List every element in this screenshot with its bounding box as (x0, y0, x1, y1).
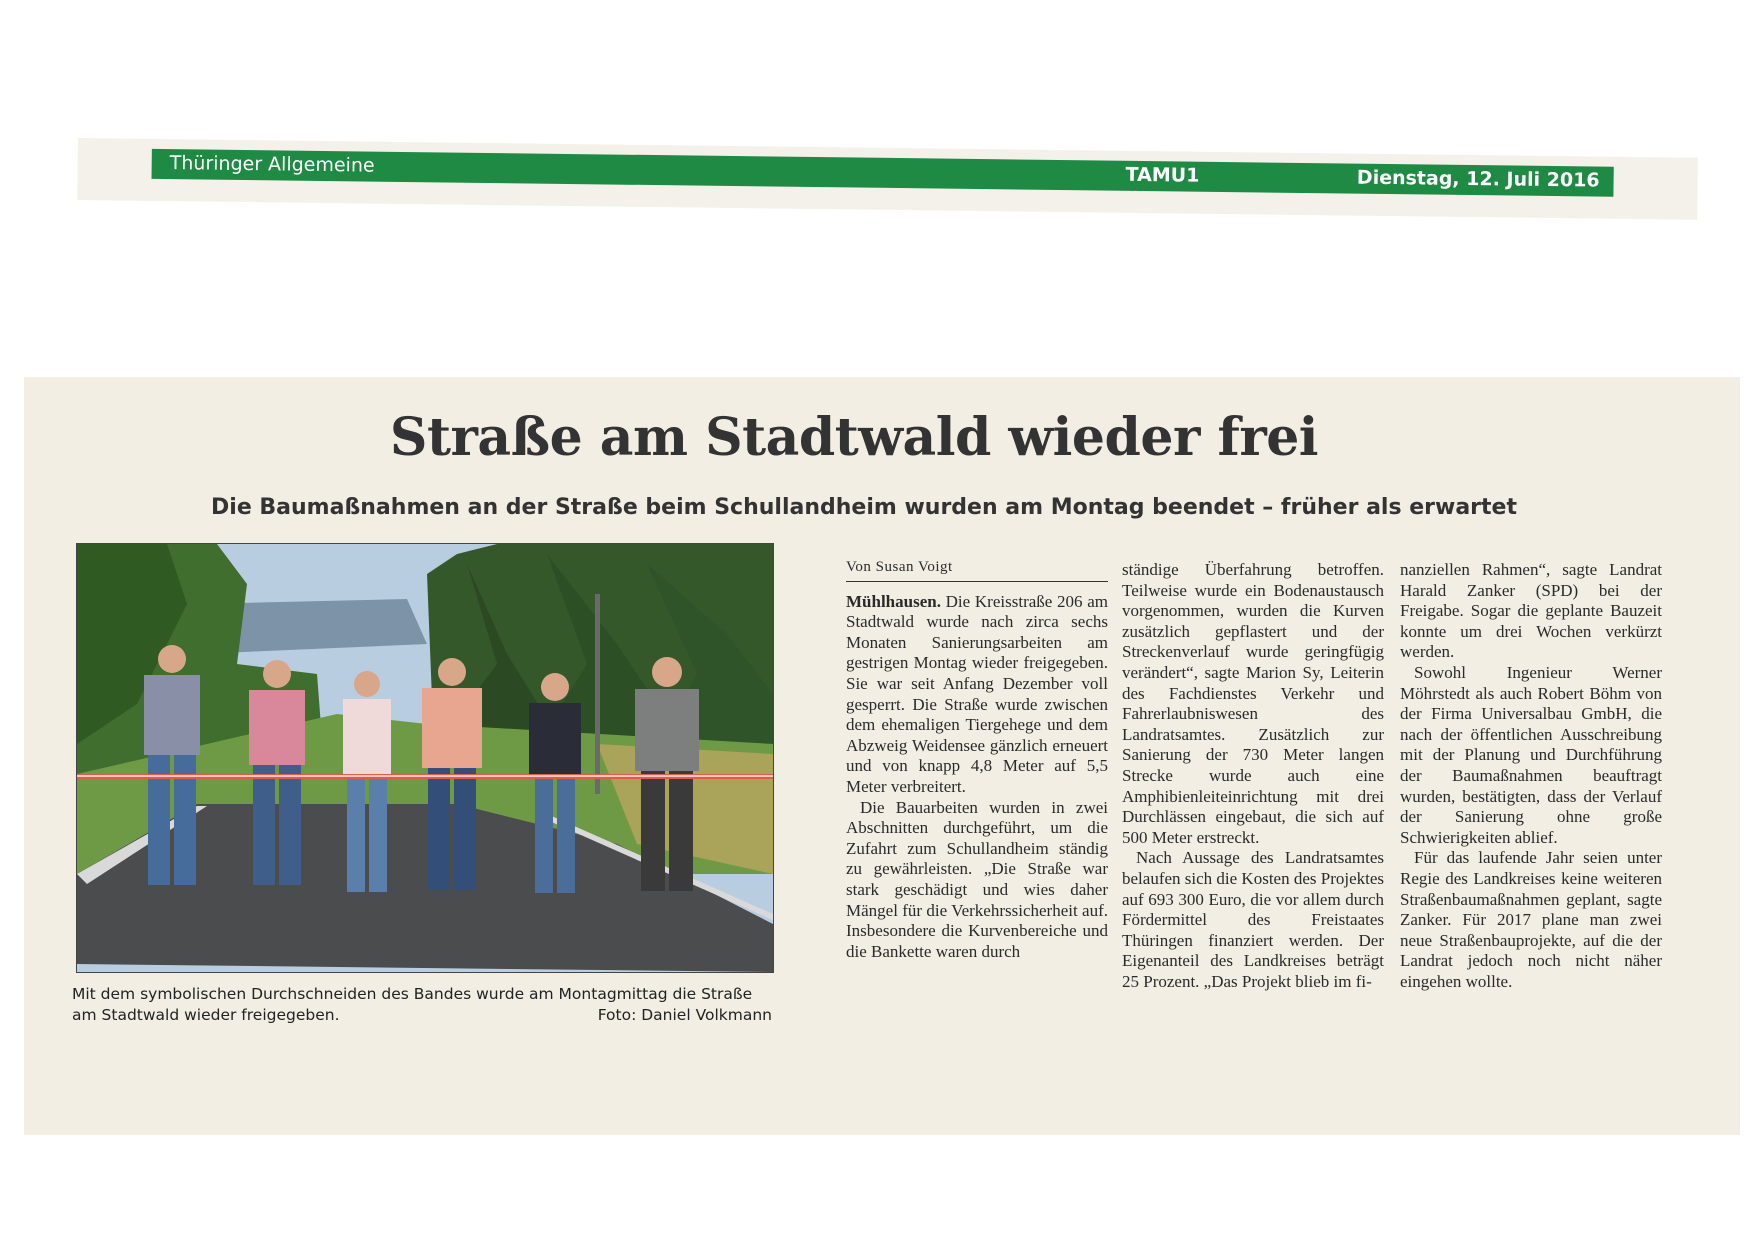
paper-name: Thüringer Allgemeine (169, 152, 375, 177)
paragraph: Für das laufende Jahr seien unter Regie des Landkreises keine weiteren Straßenbaumaßnahmen geplant, sagte Zanker. Für 2017 plane man zwei neue Straßenbauprojekte, auf die der Landrat jedoch noch nicht näher eingehen wollte. (1400, 848, 1662, 991)
article-column-3 (1400, 560, 1662, 992)
paragraph: Die Kreisstraße 206 am Stadtwald wurde nach zirca sechs Monaten Sanierungsarbeiten am gestrigen Montag wieder freigegeben. Sie war seit Anfang Dezember voll gesperrt. Die Straße wurde zwischen dem ehemaligen Tiergehege und dem Abzweig Weidensee gänzlich erneuert und von knapp 4,8 Meter auf 5,5 Meter verbreitert. (846, 591, 1108, 796)
article-clipping (24, 377, 1740, 1135)
paragraph: nanziellen Rahmen“, sagte Landrat Harald Zanker (SPD) bei der Freigabe. Sogar die geplante Bauzeit konnte um drei Wochen verkürzt werden. (1400, 560, 1662, 662)
byline: Von Susan Voigt (846, 557, 1108, 582)
newspaper-header-strip (77, 138, 1698, 220)
paragraph: Nach Aussage des Landratsamtes belaufen sich die Kosten des Projektes auf 693 300 Euro, die vor allem durch Fördermittel des Freistaates Thüringen finanziert werden. Der Eigenanteil des Landkreises beträgt 25 Prozent. „Das Projekt blieb im fi- (1122, 848, 1385, 991)
article-column-2 (1122, 560, 1384, 992)
photo-caption (72, 984, 772, 1026)
article-column-1 (846, 557, 1108, 962)
paragraph: Sowohl Ingenieur Werner Möhrstedt als auch Robert Böhm von der Firma Universalbau GmbH, die nach der öffentlichen Ausschreibung mit der Planung und Durchführung der Baumaßnahmen beauftragt wurden, bestätigten, dass der Verlauf der Sanierung ohne große Schwierigkeiten ablief. (1400, 662, 1662, 847)
header-bar (152, 149, 1614, 197)
article-photo (76, 543, 774, 973)
article-headline: Straße am Stadtwald wieder frei (389, 407, 1319, 468)
issue-date: Dienstag, 12. Juli 2016 (1356, 166, 1600, 192)
photo-credit: Foto: Daniel Volkmann (597, 1006, 772, 1024)
dateline: Mühlhausen. (846, 591, 941, 611)
paragraph: ständige Überfahrung betroffen. Teilweise wurde ein Bodenaustausch vorgenommen, wurden die Kurven zusätzlich gepflastert und der Streckenverlauf wurde geringfügig verändert“, sagte Marion Sy, Leiterin des Fachdienstes Verkehr und Fahrerlaubniswesen des Landratsamtes. Zusätzlich zur Sanierung der 730 Meter langen Strecke wurde auch eine Amphibienleiteinrichtung mit drei Durchlässen eingebaut, die sich auf 500 Meter erstreckt. (1122, 560, 1384, 847)
edition-code: TAMU1 (1125, 163, 1200, 187)
photo-illustration (77, 544, 773, 972)
paragraph: Die Bauarbeiten wurden in zwei Abschnitten durchgeführt, um die Zufahrt zum Schullandheim ständig zu gewährleisten. „Die Straße war stark geschädigt und wies daher Mängel für die Verkehrssicherheit auf. Insbesondere die Kurvenbereiche und die Bankette waren durch (846, 797, 1108, 961)
caption-text: Mit dem symbolischen Durchschneiden des Bandes wurde am Montagmittag die Straße am Stadtwald wieder freigegeben. (72, 985, 753, 1024)
article-subheadline: Die Baumaßnahmen an der Straße beim Schullandheim wurden am Montag beendet – früher als erwartet (211, 495, 1517, 520)
